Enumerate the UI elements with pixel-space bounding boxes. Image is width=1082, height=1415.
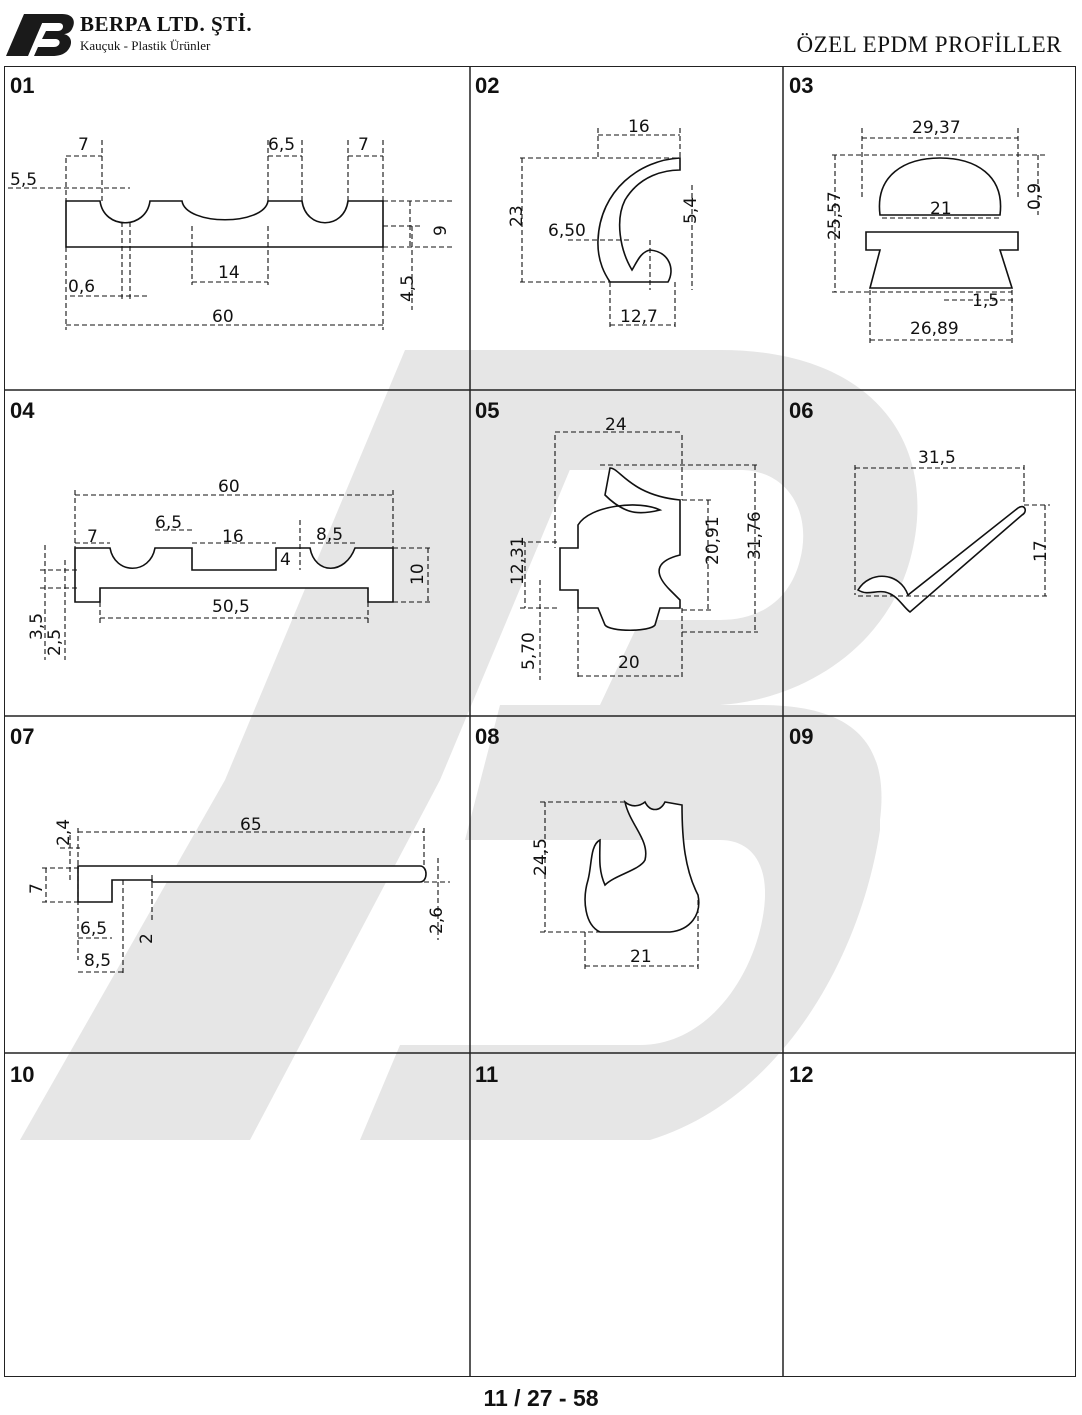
dim-05-a: 24 [605,415,627,435]
dim-07-a: 65 [240,815,262,835]
dim-03-f: 26,89 [910,319,959,339]
dim-05-e: 5,70 [519,632,539,670]
cell-number-12: 12 [789,1062,814,1087]
dim-08-b: 21 [630,947,652,967]
dim-01-h: 4,5 [398,274,418,302]
dim-04-j: 50,5 [212,597,250,617]
dim-07-e: 8,5 [84,951,112,971]
company-tagline: Kauçuk - Plastik Ürünler [80,38,211,53]
dim-06-a: 31,5 [918,448,956,468]
dim-07-c: 7 [27,883,47,894]
dim-05-d: 31,76 [745,511,765,560]
cell-number-06: 06 [789,398,814,423]
cell-number-09: 09 [789,724,814,749]
cell-number-01: 01 [10,73,35,98]
dim-07-f: 2 [137,933,157,944]
profile-05-drawing [508,415,765,680]
dim-04-e: 8,5 [316,525,344,545]
dim-04-d: 16 [222,527,244,547]
dim-02-d: 5,4 [681,196,701,224]
dim-07-b: 2,4 [54,818,74,846]
dim-05-f: 20 [618,653,640,673]
dim-02-e: 12,7 [620,307,658,327]
profile-02-drawing [507,117,701,330]
dim-01-g: 14 [218,263,240,283]
cell-number-10: 10 [10,1062,35,1087]
dim-05-b: 12,31 [508,536,528,585]
dim-04-c: 6,5 [155,513,183,533]
dim-01-i: 60 [212,307,234,327]
cell-number-07: 07 [10,724,35,749]
dim-03-c: 21 [930,199,952,219]
dim-01-f: 0,6 [68,277,96,297]
dim-02-b: 23 [507,205,527,227]
profile-08-drawing [531,802,699,970]
dim-07-g: 2,6 [427,906,447,934]
dim-01-b: 6,5 [268,135,296,155]
dim-04-h: 3,5 [27,612,47,640]
cell-number-04: 04 [10,398,35,423]
dim-01-d: 5,5 [10,170,38,190]
profile-03-drawing [825,118,1045,345]
dim-03-d: 0,9 [1025,182,1045,210]
dim-04-i: 2,5 [45,628,65,656]
cell-number-03: 03 [789,73,814,98]
dim-05-c: 20,91 [703,516,723,565]
dim-03-a: 29,37 [912,118,961,138]
dim-01-e: 9 [431,225,451,236]
dim-03-e: 1,5 [972,291,1000,311]
cell-number-08: 08 [475,724,500,749]
dim-04-f: 4 [280,550,291,570]
dim-01-a: 7 [78,135,89,155]
dim-07-d: 6,5 [80,919,108,939]
cell-number-02: 02 [475,73,500,98]
dim-04-b: 7 [87,527,98,547]
dim-04-a: 60 [218,477,240,497]
profile-07-drawing [27,815,450,975]
company-name: BERPA LTD. ŞTİ. [80,12,253,36]
profile-04-drawing [27,477,432,660]
profile-06-drawing [855,448,1051,612]
profile-01-drawing [8,135,455,330]
document-title: ÖZEL EPDM PROFİLLER [796,32,1062,57]
dim-02-a: 16 [628,117,650,137]
dim-02-c: 6,50 [548,221,586,241]
dim-03-b: 25,57 [825,191,845,240]
dim-01-c: 7 [358,135,369,155]
cell-number-05: 05 [475,398,500,423]
cell-number-11: 11 [475,1062,499,1087]
dim-04-g: 10 [408,563,428,585]
page-number: 11 / 27 - 58 [483,1385,599,1411]
dim-06-b: 17 [1031,540,1051,562]
dim-08-a: 24,5 [531,838,551,876]
